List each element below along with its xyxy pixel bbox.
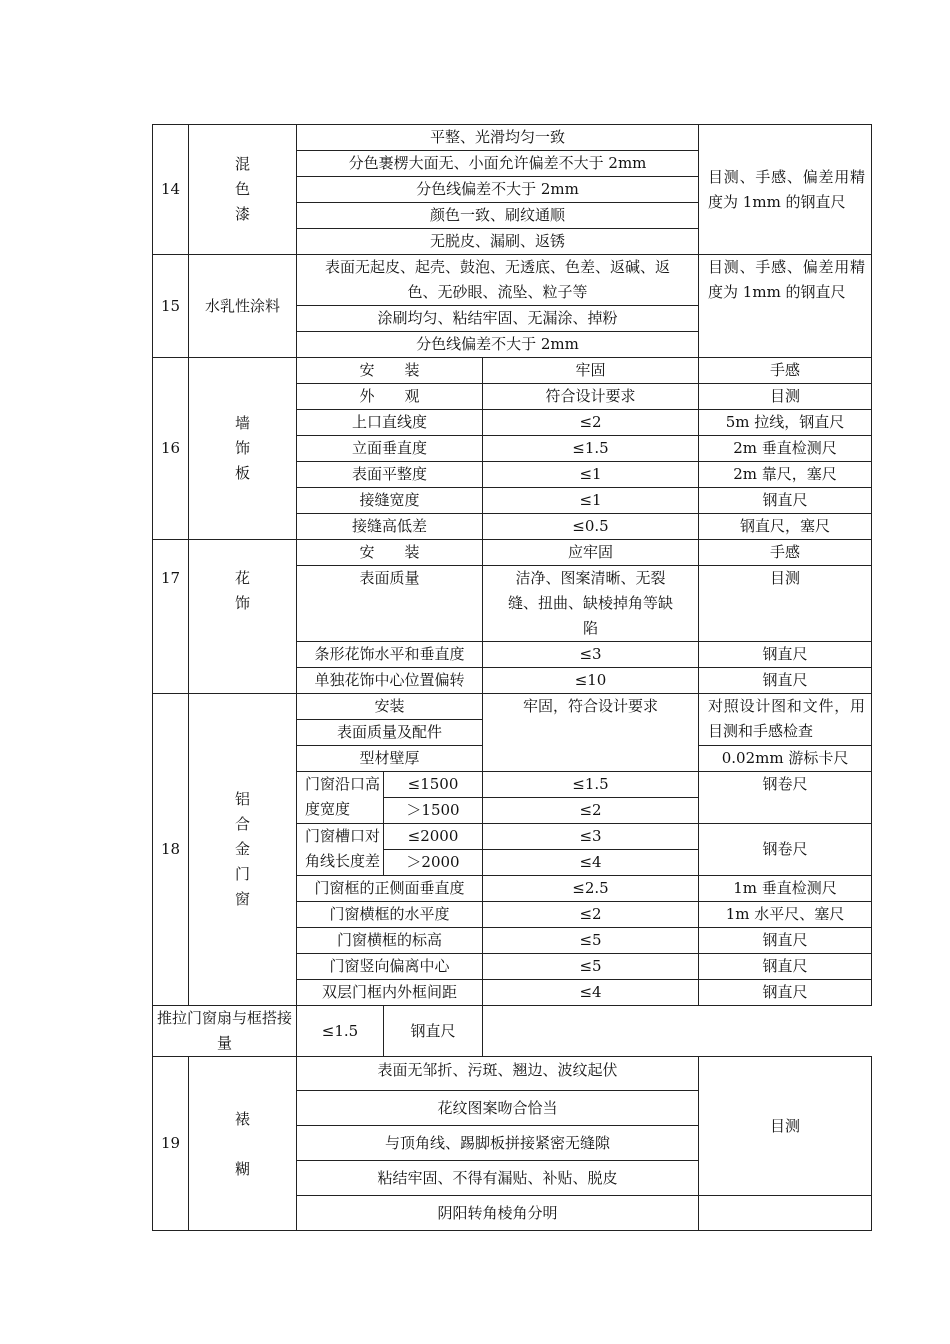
check-item: 表面平整度 — [297, 462, 483, 488]
check-item: 安装 — [297, 694, 483, 720]
check-item: 接缝宽度 — [297, 488, 483, 514]
check-method: 0.02mm 游标卡尺 — [699, 746, 872, 772]
check-item: 门窗沿口高度宽度 — [297, 772, 384, 824]
check-method: 目测 — [699, 1057, 872, 1196]
requirement: 粘结牢固、不得有漏贴、补贴、脱皮 — [297, 1161, 699, 1196]
requirement: 阴阳转角棱角分明 — [297, 1196, 699, 1231]
requirement: ≤1 — [483, 488, 699, 514]
check-item: 接缝高低差 — [297, 514, 483, 540]
requirement: ≤5 — [483, 954, 699, 980]
check-item: 安 装 — [297, 540, 483, 566]
requirement: 洁净、图案清晰、无裂 缝、扭曲、缺棱掉角等缺 陷 — [483, 566, 699, 642]
requirement: 与顶角线、踢脚板拼接紧密无缝隙 — [297, 1126, 699, 1161]
item-name: 墙 饰 板 — [189, 358, 297, 540]
condition: ＞2000 — [384, 850, 483, 876]
requirement: ≤2 — [483, 798, 699, 824]
row-number: 19 — [153, 1057, 189, 1231]
check-method: 钢直尺 — [699, 642, 872, 668]
check-method: 目测、手感、偏差用精度为 1mm 的钢直尺 — [699, 255, 872, 358]
requirement: ≤0.5 — [483, 514, 699, 540]
requirement: 分色裹楞大面无、小面允许偏差不大于 2mm — [297, 151, 699, 177]
check-item: 双层门框内外框间距 — [297, 980, 483, 1006]
check-method: 目测 — [699, 566, 872, 642]
requirement: 牢固 — [483, 358, 699, 384]
check-item: 门窗竖向偏离中心 — [297, 954, 483, 980]
check-method: 钢直尺 — [699, 954, 872, 980]
check-item: 表面质量及配件 — [297, 720, 483, 746]
check-item: 立面垂直度 — [297, 436, 483, 462]
condition: ≤2000 — [384, 824, 483, 850]
requirement: 无脱皮、漏刷、返锈 — [297, 229, 699, 255]
check-method: 1m 垂直检测尺 — [699, 876, 872, 902]
check-item: 上口直线度 — [297, 410, 483, 436]
row-number: 17 — [153, 540, 189, 694]
check-item: 门窗框的正侧面垂直度 — [297, 876, 483, 902]
requirement: ≤5 — [483, 928, 699, 954]
requirement: ≤10 — [483, 668, 699, 694]
row-number: 14 — [153, 125, 189, 255]
check-item: 条形花饰水平和垂直度 — [297, 642, 483, 668]
item-name: 铝 合 金 门 窗 — [189, 694, 297, 1006]
check-method: 2m 垂直检测尺 — [699, 436, 872, 462]
check-item: 型材壁厚 — [297, 746, 483, 772]
item-name: 花 饰 — [189, 540, 297, 694]
requirement: ≤3 — [483, 642, 699, 668]
requirement: ≤1.5 — [483, 772, 699, 798]
check-method: 2m 靠尺，塞尺 — [699, 462, 872, 488]
check-item: 门窗槽口对角线长度差 — [297, 824, 384, 876]
row-number: 15 — [153, 255, 189, 358]
requirement: 平整、光滑均匀一致 — [297, 125, 699, 151]
requirement: 分色线偏差不大于 2mm — [297, 332, 699, 358]
check-method: 1m 水平尺、塞尺 — [699, 902, 872, 928]
check-method: 目测、手感、偏差用精度为 1mm 的钢直尺 — [699, 125, 872, 255]
check-method: 钢卷尺 — [699, 824, 872, 876]
requirement: ≤1 — [483, 462, 699, 488]
check-method: 手感 — [699, 540, 872, 566]
requirement: ≤1.5 — [297, 1006, 384, 1057]
requirement: 牢固，符合设计要求 — [483, 694, 699, 772]
check-item: 门窗横框的标高 — [297, 928, 483, 954]
check-method: 钢直尺 — [699, 668, 872, 694]
item-name: 水乳性涂料 — [189, 255, 297, 358]
requirement: ≤3 — [483, 824, 699, 850]
requirement: ≤4 — [483, 980, 699, 1006]
requirement: 涂刷均匀、粘结牢固、无漏涂、掉粉 — [297, 306, 699, 332]
check-method: 钢直尺 — [384, 1006, 483, 1057]
item-name: 混 色 漆 — [189, 125, 297, 255]
requirement: ≤2 — [483, 902, 699, 928]
check-method: 手感 — [699, 358, 872, 384]
check-method: 钢直尺 — [699, 928, 872, 954]
check-item: 表面质量 — [297, 566, 483, 642]
row-number: 16 — [153, 358, 189, 540]
item-name: 裱 糊 — [189, 1057, 297, 1231]
requirement: ≤4 — [483, 850, 699, 876]
requirement: 分色线偏差不大于 2mm — [297, 177, 699, 203]
check-method: 目测 — [699, 384, 872, 410]
requirement: 表面无起皮、起壳、鼓泡、无透底、色差、返碱、返色、无砂眼、流坠、粒子等 — [297, 255, 699, 306]
requirement: 应牢固 — [483, 540, 699, 566]
check-method: 钢直尺 — [699, 980, 872, 1006]
check-item: 推拉门窗扇与框搭接量 — [153, 1006, 297, 1057]
inspection-table — [152, 124, 872, 1231]
requirement: ≤1.5 — [483, 436, 699, 462]
condition: ＞1500 — [384, 798, 483, 824]
requirement: 颜色一致、刷纹通顺 — [297, 203, 699, 229]
check-item: 外 观 — [297, 384, 483, 410]
requirement: ≤2.5 — [483, 876, 699, 902]
check-method: 钢卷尺 — [699, 772, 872, 824]
check-method-empty — [699, 1196, 872, 1231]
check-method: 对照设计图和文件，用目测和手感检查 — [699, 694, 872, 746]
row-number: 18 — [153, 694, 189, 1006]
check-method: 钢直尺 — [699, 488, 872, 514]
check-method: 5m 拉线，钢直尺 — [699, 410, 872, 436]
requirement: 符合设计要求 — [483, 384, 699, 410]
requirement: 花纹图案吻合恰当 — [297, 1091, 699, 1126]
condition: ≤1500 — [384, 772, 483, 798]
check-item: 安 装 — [297, 358, 483, 384]
check-item: 单独花饰中心位置偏转 — [297, 668, 483, 694]
requirement: 表面无邹折、污斑、翘边、波纹起伏 — [297, 1057, 699, 1091]
requirement: ≤2 — [483, 410, 699, 436]
check-method: 钢直尺，塞尺 — [699, 514, 872, 540]
check-item: 门窗横框的水平度 — [297, 902, 483, 928]
